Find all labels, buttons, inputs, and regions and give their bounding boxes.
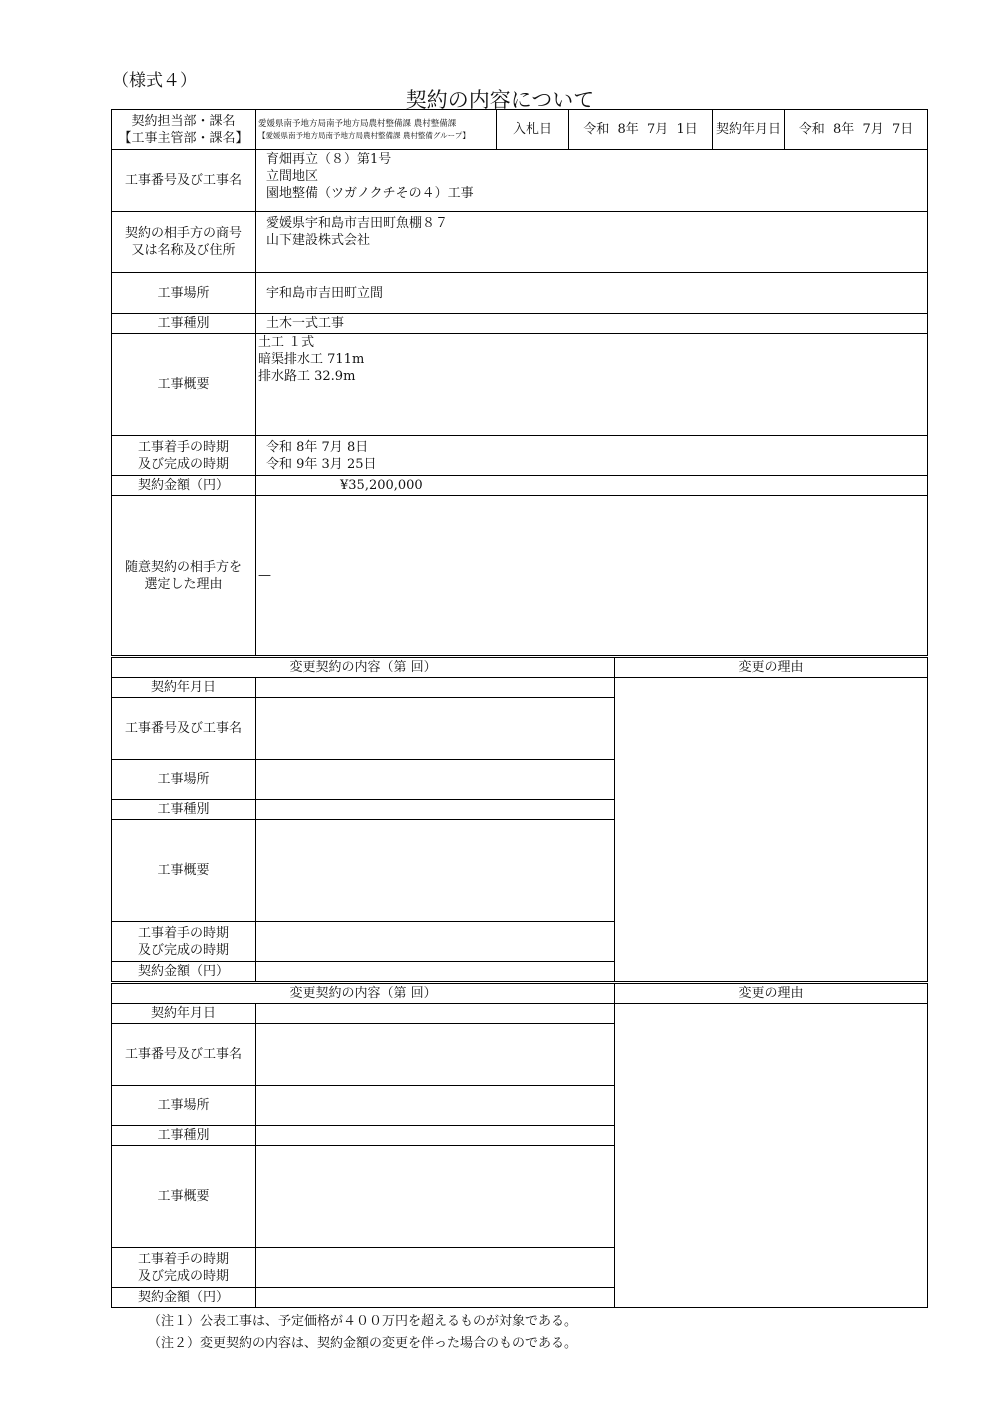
change-title: 変更契約の内容（第 回） <box>112 658 615 678</box>
form-number-label: （様式４） <box>112 71 197 91</box>
summary-label: 工事概要 <box>112 334 256 436</box>
change-type-value <box>256 1126 615 1146</box>
change-period-value <box>256 1248 615 1288</box>
change-period-label: 工事着手の時期 及び完成の時期 <box>112 922 256 962</box>
change-title: 変更契約の内容（第 回） <box>112 984 615 1004</box>
change-reason-value <box>615 678 928 982</box>
bid-date-label: 入札日 <box>497 110 569 150</box>
change-type-value <box>256 800 615 820</box>
dept-label-line2: 【工事主管部・課名】 <box>118 130 249 146</box>
contract-main-table <box>111 109 928 656</box>
change-type-label: 工事種別 <box>112 800 256 820</box>
project-no-value: 育畑再立（８）第1号 立間地区 園地整備（ツガノクチその４）工事 <box>256 150 928 212</box>
change-amount-value <box>256 1288 615 1308</box>
change-table-2 <box>111 983 928 1308</box>
change-summary-label: 工事概要 <box>112 820 256 922</box>
contract-date-label: 契約年月日 <box>713 110 785 150</box>
change-location-label: 工事場所 <box>112 760 256 800</box>
dept-label-line1: 契約担当部・課名 <box>131 113 236 129</box>
change-period-label: 工事着手の時期 及び完成の時期 <box>112 1248 256 1288</box>
change-contract-date-value <box>256 678 615 698</box>
change-summary-value <box>256 820 615 922</box>
change-location-value <box>256 760 615 800</box>
summary-value: 土工 １式 暗渠排水工 711m 排水路工 32.9m <box>256 334 928 436</box>
change-project-no-label: 工事番号及び工事名 <box>112 698 256 760</box>
document-title: 契約の内容について <box>405 88 595 112</box>
change-summary-value <box>256 1146 615 1248</box>
period-label: 工事着手の時期 及び完成の時期 <box>112 436 256 476</box>
change-reason-value <box>615 1004 928 1308</box>
change-amount-label: 契約金額（円） <box>112 1288 256 1308</box>
change-location-label: 工事場所 <box>112 1086 256 1126</box>
type-label: 工事種別 <box>112 314 256 334</box>
change-summary-label: 工事概要 <box>112 1146 256 1248</box>
dept-value-line1: 愛媛県南予地方局南予地方局農村整備課 農村整備課 <box>258 119 457 129</box>
change-type-label: 工事種別 <box>112 1126 256 1146</box>
change-reason-header: 変更の理由 <box>615 984 928 1004</box>
change-contract-date-value <box>256 1004 615 1024</box>
change-contract-date-label: 契約年月日 <box>112 678 256 698</box>
change-project-no-value <box>256 1024 615 1086</box>
reason-value: — <box>256 496 928 656</box>
location-value: 宇和島市吉田町立間 <box>256 273 928 314</box>
dept-label <box>112 110 256 150</box>
amount-label: 契約金額（円） <box>112 476 256 496</box>
note-1: （注１）公表工事は、予定価格が４００万円を超えるものが対象である。 <box>148 1314 578 1329</box>
change-period-value <box>256 922 615 962</box>
type-value: 土木一式工事 <box>256 314 928 334</box>
bid-date-value: 令和 8年 7月 1日 <box>569 110 713 150</box>
change-location-value <box>256 1086 615 1126</box>
contract-date-value: 令和 8年 7月 7日 <box>785 110 928 150</box>
change-project-no-label: 工事番号及び工事名 <box>112 1024 256 1086</box>
note-2: （注２）変更契約の内容は、契約金額の変更を伴った場合のものである。 <box>148 1336 578 1351</box>
change-table-1 <box>111 657 928 982</box>
change-amount-value <box>256 962 615 982</box>
change-contract-date-label: 契約年月日 <box>112 1004 256 1024</box>
contractor-label: 契約の相手方の商号 又は名称及び住所 <box>112 212 256 273</box>
dept-value <box>256 110 497 150</box>
amount-value: ¥35,200,000 <box>256 476 928 496</box>
change-project-no-value <box>256 698 615 760</box>
contractor-value: 愛媛県宇和島市吉田町魚棚８７ 山下建設株式会社 <box>256 212 928 273</box>
change-reason-header: 変更の理由 <box>615 658 928 678</box>
period-value: 令和 8年 7月 8日 令和 9年 3月 25日 <box>256 436 928 476</box>
reason-label: 随意契約の相手方を 選定した理由 <box>112 496 256 656</box>
change-amount-label: 契約金額（円） <box>112 962 256 982</box>
project-no-label: 工事番号及び工事名 <box>112 150 256 212</box>
dept-value-line2: 【愛媛県南予地方局南予地方局農村整備課 農村整備グループ】 <box>258 131 470 140</box>
location-label: 工事場所 <box>112 273 256 314</box>
